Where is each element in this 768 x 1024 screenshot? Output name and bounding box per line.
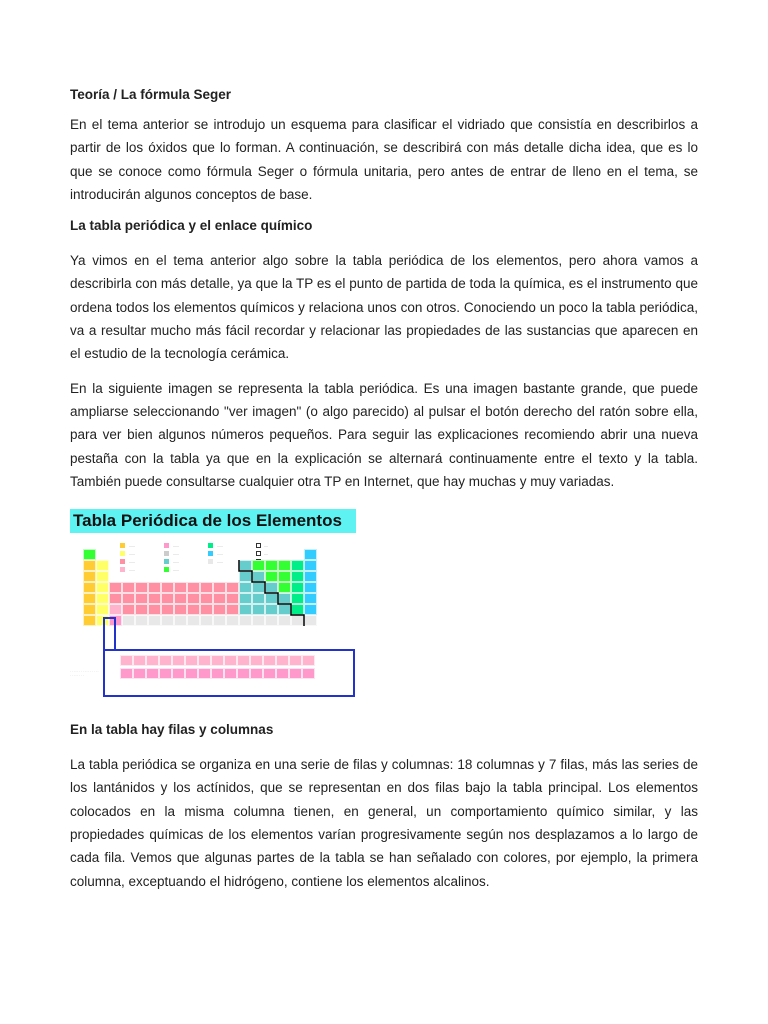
document-content [70, 86, 698, 893]
footnote: · · · · · · · · · · · · · · · · · · · · · · · · [70, 669, 99, 678]
periodic-table-image[interactable] [70, 509, 356, 697]
legend-item: ...... [164, 566, 179, 573]
paragraph-filas: La tabla periódica se organiza en una serie de filas y columnas: 18 columnas y 7 filas, más las series de los lantánidos y los actínidos, que se representan en dos filas bajo la tabla principal. Los elementos colocados en la misma columna tienen, en general, un comportamiento químico similar, y las propiedades químicas de los elementos varían progresivamente según nos desplazamos a lo largo de cada fila. Vemos que algunas partes de la tabla se han señalado con colores, por ejemplo, la primera columna, exceptuando el hidrógeno, contiene los elementos alcalinos. [70, 757, 698, 889]
legend-item: .... [256, 550, 268, 557]
heading-teoria: Teoría / La fórmula Seger [70, 87, 232, 102]
legend-item: ...... [208, 542, 223, 549]
paragraph-intro: En el tema anterior se introdujo un esquema para clasificar el vidriado que consistía en describirlos a partir de los óxidos que lo forman. A continuación, se describirá con más detalle dicha idea, que es lo que se conoce como fórmula Seger o fórmula unitaria, pero antes de entrar de lleno en el tema, se introducirán algunos conceptos de base. [70, 117, 698, 202]
heading-tabla-periodica: La tabla periódica y el enlace químico [70, 218, 313, 234]
f-block-connector [103, 617, 116, 651]
periodic-table-title: Tabla Periódica de los Elementos [70, 509, 356, 533]
f-block-bracket [103, 649, 355, 697]
legend-item: ...... [120, 542, 135, 549]
legend-item: .... [256, 542, 268, 549]
paragraph-tabla: Ya vimos en el tema anterior algo sobre la tabla periódica de los elementos, pero ahora vamos a describirla con más detalle, ya que la TP es el punto de partida de toda la química, es el instrumento que ordena todos los elementos químicos y relaciona unos con otros. Conociendo un poco la tabla periódica, va a resultar mucho más fácil recordar y relacionar las propiedades de las sustancias que aparecen en el estudio de la tecnología cerámica. [70, 253, 698, 362]
legend-item: ...... [164, 542, 179, 549]
legend-item: ...... [164, 558, 179, 565]
legend-item: ...... [208, 558, 223, 565]
paragraph-imagen: En la siguiente imagen se representa la tabla periódica. Es una imagen bastante grande, que puede ampliarse seleccionando "ver imagen" (o algo parecido) al pulsar el botón derecho del ratón sobre ella, para ver bien algunos números pequeños. Para seguir las explicaciones recomiendo abrir una nueva pestaña con la tabla ya que en la explicación se alternará continuamente entre el texto y la tabla. También puede consultarse cualquier otra TP en Internet, que hay muchas y muy variadas. [70, 380, 698, 489]
legend-item: ...... [120, 558, 135, 565]
legend-item: ...... [120, 566, 135, 573]
staircase-line [239, 560, 304, 626]
legend-item: ...... [164, 550, 179, 557]
legend-item: ...... [208, 550, 223, 557]
heading-filas-columnas: En la tabla hay filas y columnas [70, 722, 274, 738]
legend-item: ...... [120, 550, 135, 557]
